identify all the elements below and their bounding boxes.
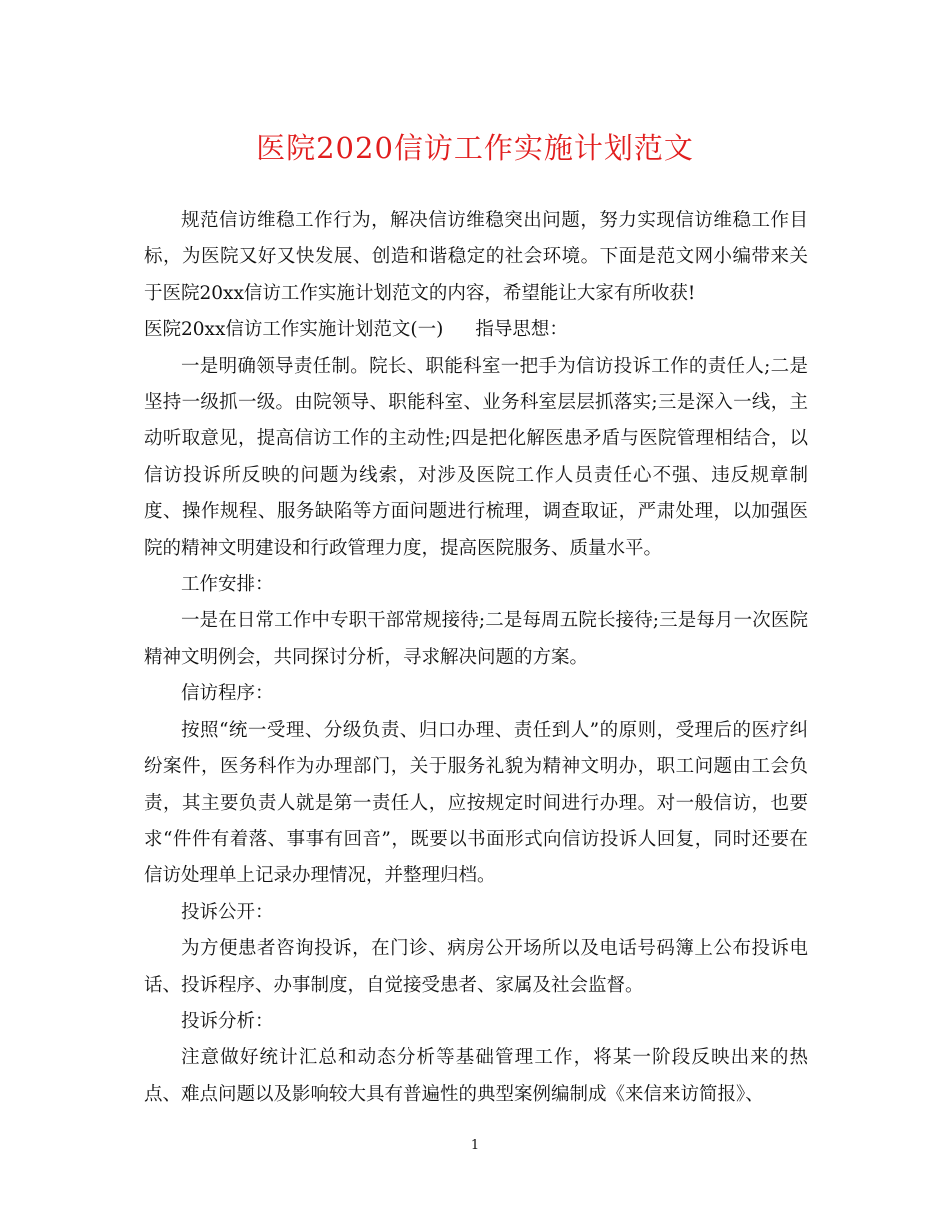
guide-heading: 指导思想：: [475, 319, 568, 341]
guide-paragraph: 一是明确领导责任制。院长、职能科室一把手为信访投诉工作的责任人;二是坚持一级抓一级。由院领导、职能科室、业务科室层层抓落实;三是深入一线，主动听取意见，提高信访工作的主动性;四是把化解医患矛盾与医院管理相结合，以信访投诉所反映的问题为线索，对涉及医院工作人员责任心不强、违反规章制度、操作规程、服务缺陷等方面问题进行梳理，调查取证，严肃处理，以加强医院的精神文明建设和行政管理力度，提高医院服务、质量水平。: [144, 355, 808, 559]
intro-paragraph: 规范信访维稳工作行为，解决信访维稳突出问题，努力实现信访维稳工作目标，为医院又好又快发展、创造和谐稳定的社会环境。下面是范文网小编带来关于医院20xx信访工作实施计划范文的内容，希望能让大家有所收获!: [144, 210, 808, 304]
page-title: 医院2020信访工作实施计划范文: [256, 131, 694, 165]
page-number: 1: [470, 1138, 480, 1153]
heading-gap: [443, 312, 475, 348]
procedure-paragraph: 按照“统一受理、分级负责、归口办理、责任到人”的原则，受理后的医疗纠纷案件，医务科作为办理部门，关于服务礼貌为精神文明办，职工问题由工会负责，其主要负责人就是第一责任人，应按规定时间进行办理。对一般信访，也要求“件件有着落、事事有回音”，既要以书面形式向信访投诉人回复，同时还要在信访处理单上记录办理情况，并整理归档。: [144, 719, 808, 887]
work-paragraph: 一是在日常工作中专职干部常规接待;二是每周五院长接待;三是每月一次医院精神文明例会，共同探讨分析，寻求解决问题的方案。: [144, 610, 808, 668]
section-heading-line: [144, 312, 808, 348]
analysis-paragraph: 注意做好统计汇总和动态分析等基础管理工作，将某一阶段反映出来的热点、难点问题以及影响较大具有普遍性的典型案例编制成《来信来访简报》、: [144, 1047, 808, 1105]
public-heading: 投诉公开：: [181, 901, 274, 923]
section-title: 医院20xx信访工作实施计划范文(一): [144, 319, 444, 341]
procedure-heading: 信访程序：: [181, 683, 274, 705]
analysis-heading: 投诉分析：: [181, 1010, 274, 1032]
work-heading: 工作安排：: [181, 574, 274, 596]
document-body: [144, 203, 808, 1113]
public-paragraph: 为方便患者咨询投诉，在门诊、病房公开场所以及电话号码簿上公布投诉电话、投诉程序、办事制度，自觉接受患者、家属及社会监督。: [144, 938, 808, 996]
